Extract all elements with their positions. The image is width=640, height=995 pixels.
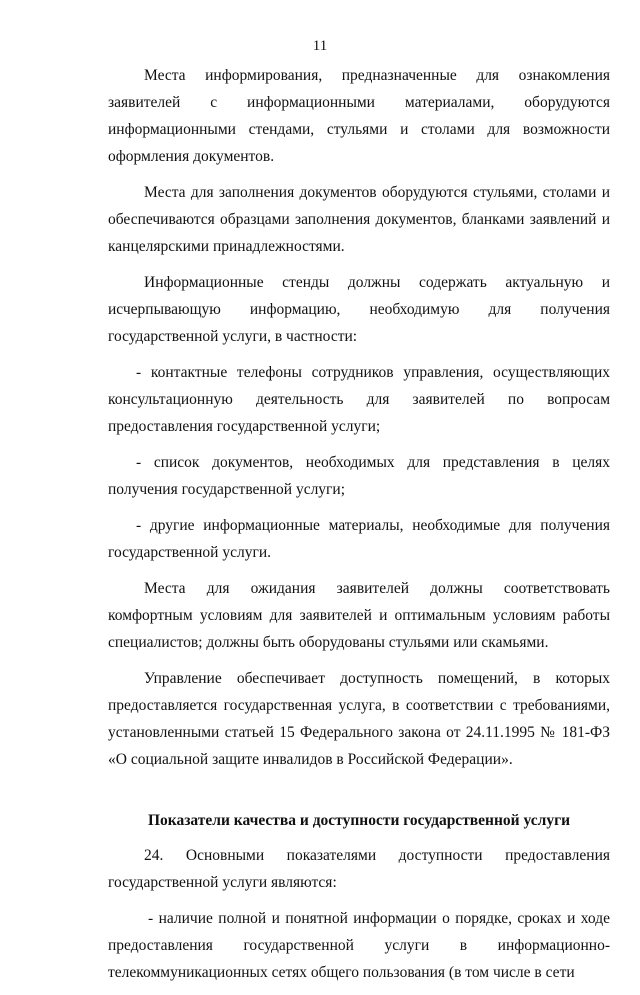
paragraph-waiting-places: Места для ожидания заявителей должны соответствовать комфортным условиям для заявителей и оптимальным условиям работы специалистов; должны быть оборудованы стульями или скамьями. — [108, 580, 610, 651]
list-item-info-availability: - наличие полной и понятной информации о порядке, сроках и ходе предоставления государственной услуги в информационно-телекоммуникационных сетях общего пользования (в том числе в сети — [108, 910, 610, 981]
section-heading: Показатели качества и доступности государственной услуги — [147, 812, 571, 829]
list-item-phones: - контактные телефоны сотрудников управления, осуществляющих консультационную деятельность для заявителей по вопросам предоставления государственной услуги; — [108, 364, 610, 435]
paragraph-fill-places: Места для заполнения документов оборудуются стульями, столами и обеспечиваются образцами заполнения документов, бланками заявлений и канцелярскими принадлежностями. — [108, 184, 610, 255]
list-item-documents: - список документов, необходимых для представления в целях получения государственной услуги; — [108, 454, 610, 498]
paragraph-info-places: Места информирования, предназначенные для ознакомления заявителей с информационными материалами, оборудуются информационными стендами, стульями и столами для возможности оформления документов. — [108, 67, 610, 165]
paragraph-info-stands: Информационные стенды должны содержать актуальную и исчерпывающую информацию, необходимую для получения государственной услуги, в частности: — [108, 274, 610, 345]
page-number: 11 — [312, 38, 328, 54]
paragraph-indicators: 24. Основными показателями доступности предоставления государственной услуги являются: — [108, 847, 610, 891]
document-body — [108, 62, 610, 995]
list-item-other-materials: - другие информационные материалы, необходимые для получения государственной услуги. — [108, 517, 610, 561]
paragraph-accessibility: Управление обеспечивает доступность помещений, в которых предоставляется государственная услуга, в соответствии с требованиями, установленными статьей 15 Федерального закона от 24.11.1995 № 181-ФЗ «О социальной защите инвалидов в Российской Федерации». — [108, 670, 610, 768]
